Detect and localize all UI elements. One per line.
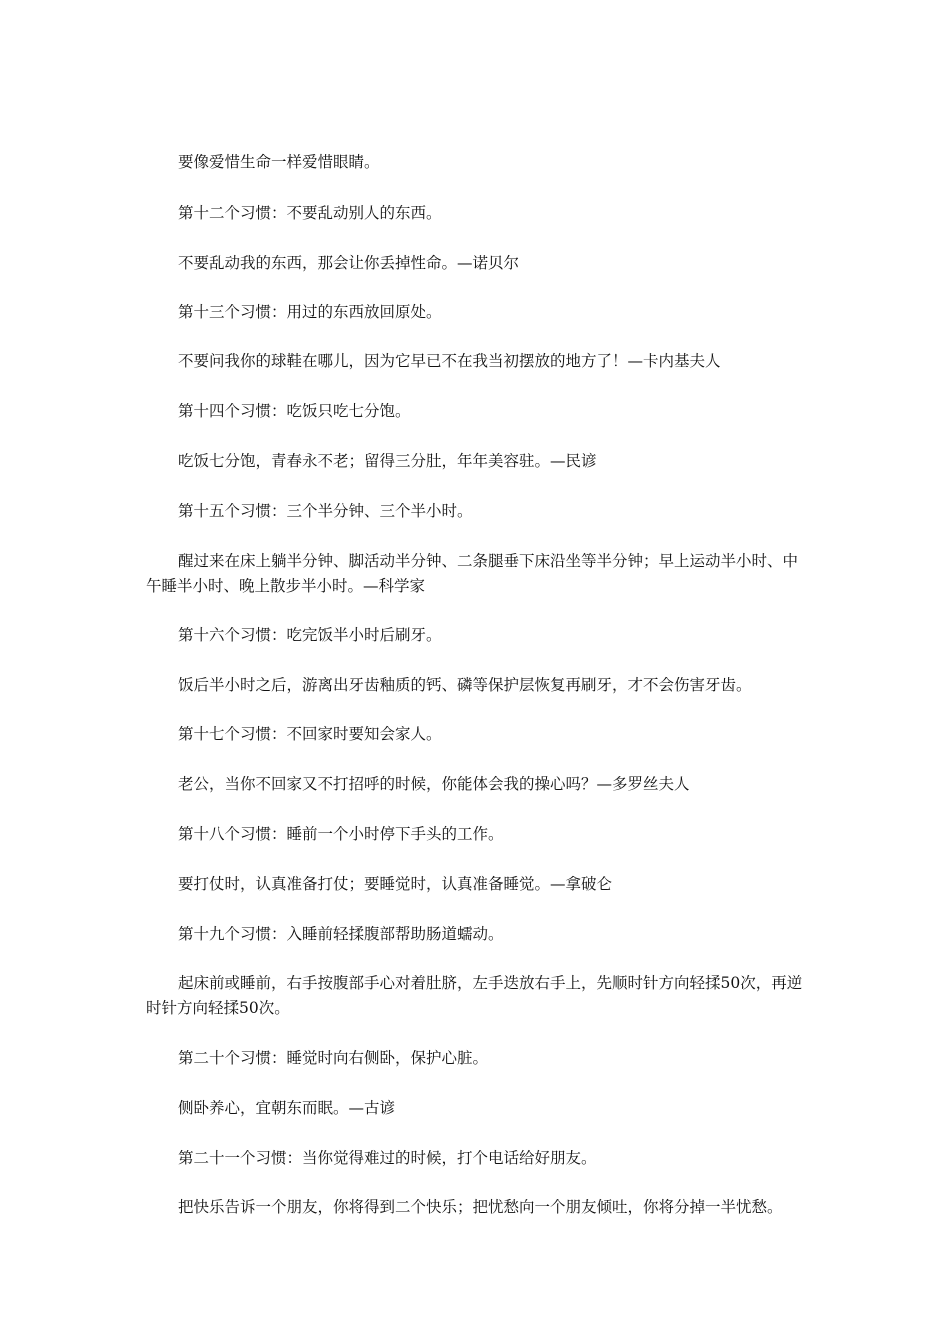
paragraph: 把快乐告诉一个朋友，你将得到二个快乐；把忧愁向一个朋友倾吐，你将分掉一半忧愁。 [178,1198,783,1216]
paragraph: 老公，当你不回家又不打招呼的时候，你能体会我的操心吗？—多罗丝夫人 [178,775,690,793]
habit-heading: 第十五个习惯：三个半分钟、三个半小时。 [178,502,473,520]
paragraph: 侧卧养心，宜朝东而眠。—古谚 [178,1099,396,1117]
paragraph: 不要问我你的球鞋在哪儿，因为它早已不在我当初摆放的地方了！—卡内基夫人 [178,352,721,370]
habit-heading: 第二十一个习惯：当你觉得难过的时候，打个电话给好朋友。 [178,1149,597,1167]
habit-heading: 第十六个习惯：吃完饭半小时后刷牙。 [178,626,442,644]
paragraph: 不要乱动我的东西，那会让你丢掉性命。—诺贝尔 [178,254,520,272]
paragraph: 要像爱惜生命一样爱惜眼睛。 [178,153,380,171]
paragraph: 醒过来在床上躺半分钟、脚活动半分钟、二条腿垂下床沿坐等半分钟；早上运动半小时、中午睡半小时、晚上散步半小时。—科学家 [146,552,799,595]
paragraph: 起床前或睡前，右手按腹部手心对着肚脐，左手迭放右手上，先顺时针方向轻揉50次，再逆时针方向轻揉50次。 [146,974,803,1017]
habit-heading: 第十七个习惯：不回家时要知会家人。 [178,725,442,743]
habit-heading: 第十二个习惯：不要乱动别人的东西。 [178,204,442,222]
paragraph: 饭后半小时之后，游离出牙齿釉质的钙、磷等保护层恢复再刷牙，才不会伤害牙齿。 [178,676,752,694]
paragraph: 要打仗时，认真准备打仗；要睡觉时，认真准备睡觉。—拿破仑 [178,875,613,893]
habit-heading: 第十四个习惯：吃饭只吃七分饱。 [178,402,411,420]
habit-heading: 第十三个习惯：用过的东西放回原处。 [178,303,442,321]
habit-heading: 第十九个习惯：入睡前轻揉腹部帮助肠道蠕动。 [178,925,504,943]
habit-heading: 第十八个习惯：睡前一个小时停下手头的工作。 [178,825,504,843]
paragraph: 吃饭七分饱，青春永不老；留得三分肚，年年美容驻。—民谚 [178,452,597,470]
habit-heading: 第二十个习惯：睡觉时向右侧卧，保护心脏。 [178,1049,489,1067]
